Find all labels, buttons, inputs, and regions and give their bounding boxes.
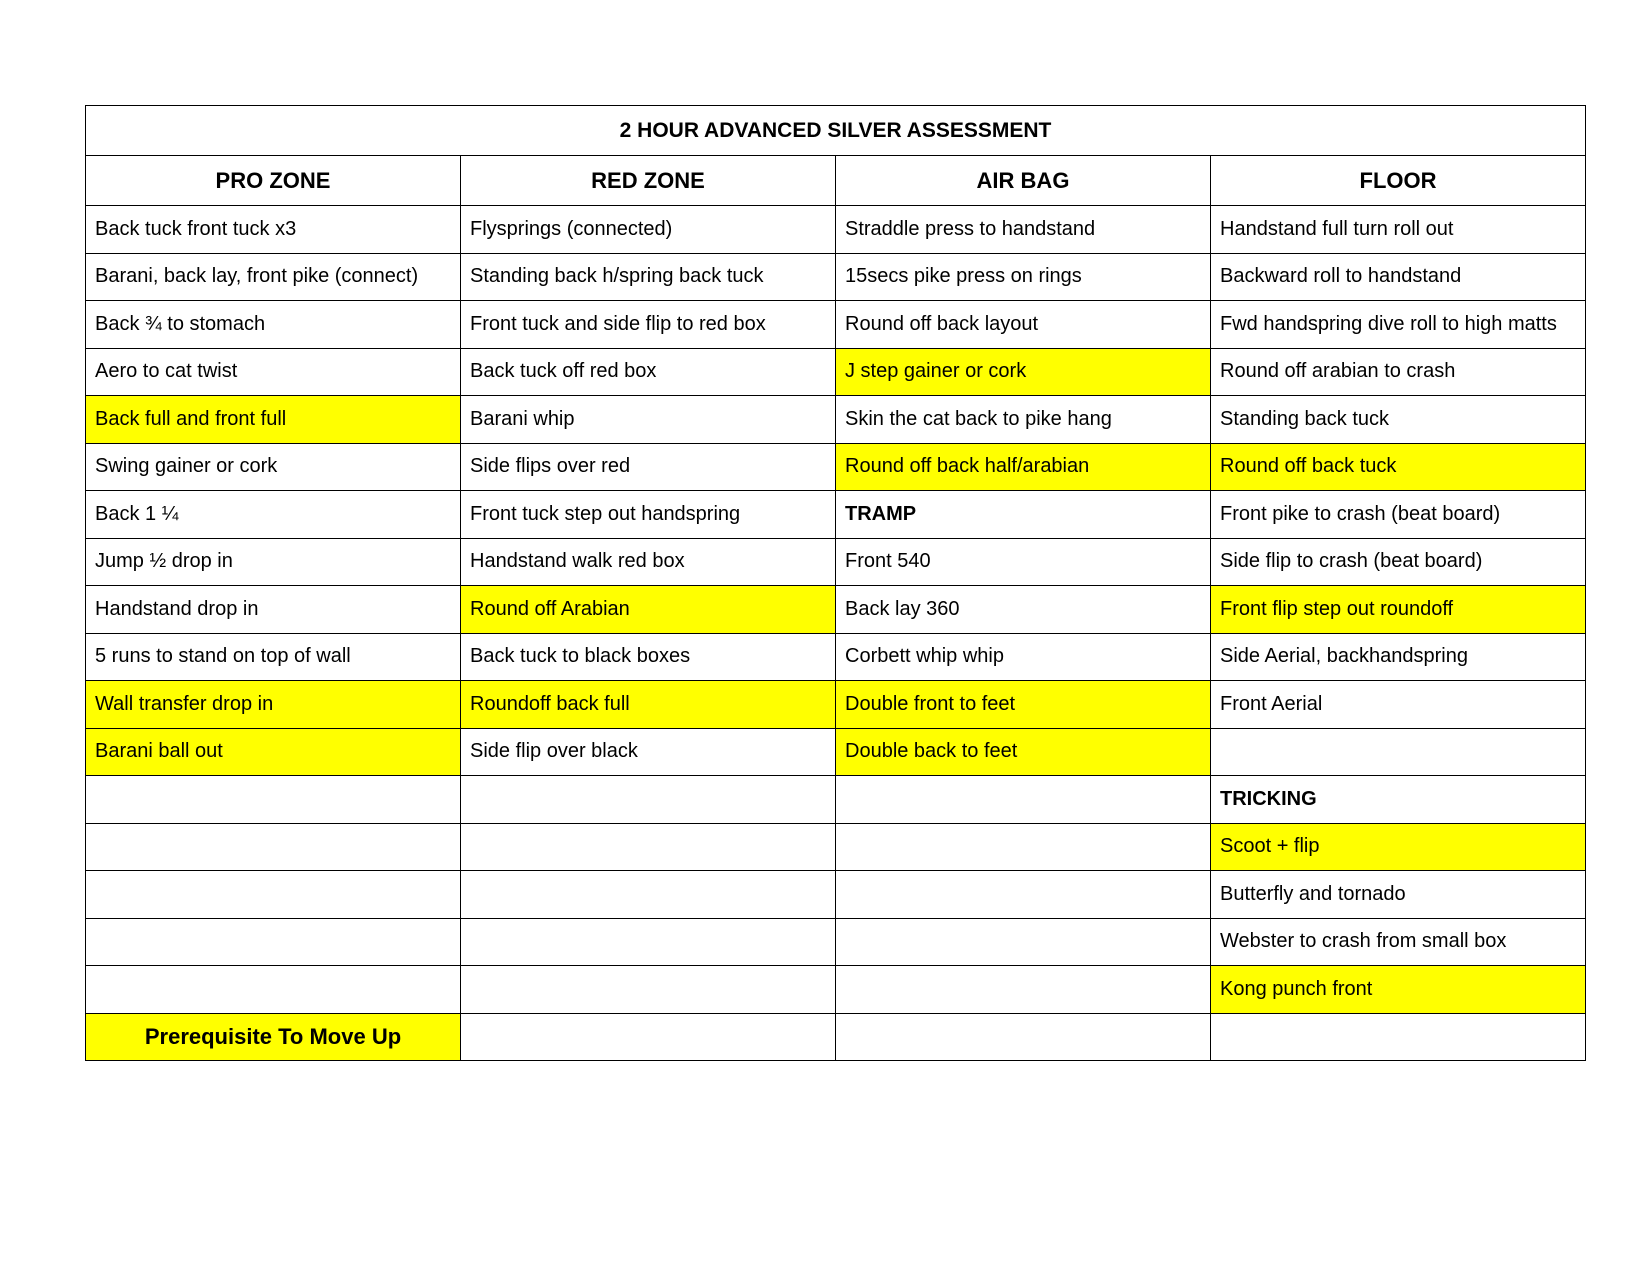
table-row	[86, 871, 1586, 919]
cell-pro-zone: Aero to cat twist	[86, 348, 461, 396]
assessment-table	[85, 105, 1586, 1061]
table-row	[86, 348, 1586, 396]
cell-pro-zone: Back ¾ to stomach	[86, 301, 461, 349]
cell-air-bag: Front 540	[836, 538, 1211, 586]
cell-floor: Round off back tuck	[1211, 443, 1586, 491]
table-row	[86, 396, 1586, 444]
cell-floor	[1211, 728, 1586, 776]
table-row	[86, 681, 1586, 729]
cell-air-bag	[836, 871, 1211, 919]
prerequisite-label: Prerequisite To Move Up	[86, 1013, 461, 1061]
cell-air-bag: Double front to feet	[836, 681, 1211, 729]
cell-pro-zone	[86, 966, 461, 1014]
cell-red-zone	[461, 823, 836, 871]
cell-red-zone: Barani whip	[461, 396, 836, 444]
table-row	[86, 206, 1586, 254]
cell-floor: Standing back tuck	[1211, 396, 1586, 444]
cell-red-zone: Side flip over black	[461, 728, 836, 776]
cell-red-zone: Front tuck and side flip to red box	[461, 301, 836, 349]
cell-floor: Front pike to crash (beat board)	[1211, 491, 1586, 539]
cell-red-zone: Front tuck step out handspring	[461, 491, 836, 539]
table-row	[86, 586, 1586, 634]
header-row	[86, 156, 1586, 206]
cell-pro-zone: Back 1 ¼	[86, 491, 461, 539]
cell-pro-zone: Jump ½ drop in	[86, 538, 461, 586]
column-header-pro-zone: PRO ZONE	[86, 156, 461, 206]
cell-air-bag: Round off back half/arabian	[836, 443, 1211, 491]
cell-air-bag	[836, 966, 1211, 1014]
cell-floor: Side flip to crash (beat board)	[1211, 538, 1586, 586]
column-header-red-zone: RED ZONE	[461, 156, 836, 206]
cell-red-zone: Roundoff back full	[461, 681, 836, 729]
cell-air-bag: 15secs pike press on rings	[836, 253, 1211, 301]
cell-red-zone	[461, 871, 836, 919]
cell-floor: Fwd handspring dive roll to high matts	[1211, 301, 1586, 349]
cell-pro-zone: 5 runs to stand on top of wall	[86, 633, 461, 681]
table-row	[86, 253, 1586, 301]
column-header-floor: FLOOR	[1211, 156, 1586, 206]
table-row	[86, 301, 1586, 349]
table-title: 2 HOUR ADVANCED SILVER ASSESSMENT	[86, 106, 1586, 156]
cell-pro-zone: Wall transfer drop in	[86, 681, 461, 729]
cell-floor: Round off arabian to crash	[1211, 348, 1586, 396]
cell-floor: Backward roll to handstand	[1211, 253, 1586, 301]
cell-red-zone	[461, 776, 836, 824]
cell-air-bag: Back lay 360	[836, 586, 1211, 634]
cell-red-zone: Side flips over red	[461, 443, 836, 491]
cell-air-bag: TRAMP	[836, 491, 1211, 539]
table-row	[86, 823, 1586, 871]
cell-floor: Butterfly and tornado	[1211, 871, 1586, 919]
cell-pro-zone	[86, 918, 461, 966]
cell-red-zone: Standing back h/spring back tuck	[461, 253, 836, 301]
cell-air-bag: Straddle press to handstand	[836, 206, 1211, 254]
cell-red-zone: Flysprings (connected)	[461, 206, 836, 254]
table-row	[86, 728, 1586, 776]
cell-pro-zone	[86, 823, 461, 871]
cell-red-zone	[461, 966, 836, 1014]
cell-air-bag: Corbett whip whip	[836, 633, 1211, 681]
cell-pro-zone	[86, 871, 461, 919]
cell-pro-zone: Back full and front full	[86, 396, 461, 444]
table-row	[86, 966, 1586, 1014]
cell-pro-zone: Back tuck front tuck x3	[86, 206, 461, 254]
table-row	[86, 776, 1586, 824]
cell-air-bag	[836, 1013, 1211, 1061]
cell-floor	[1211, 1013, 1586, 1061]
cell-air-bag: Round off back layout	[836, 301, 1211, 349]
table-row	[86, 918, 1586, 966]
cell-floor: Webster to crash from small box	[1211, 918, 1586, 966]
table-row	[86, 538, 1586, 586]
table-row	[86, 633, 1586, 681]
cell-floor: Front flip step out roundoff	[1211, 586, 1586, 634]
cell-pro-zone	[86, 776, 461, 824]
cell-red-zone: Back tuck to black boxes	[461, 633, 836, 681]
cell-pro-zone: Handstand drop in	[86, 586, 461, 634]
table-row	[86, 491, 1586, 539]
cell-red-zone: Round off Arabian	[461, 586, 836, 634]
cell-pro-zone: Swing gainer or cork	[86, 443, 461, 491]
table-row	[86, 1013, 1586, 1061]
cell-air-bag: J step gainer or cork	[836, 348, 1211, 396]
cell-red-zone: Back tuck off red box	[461, 348, 836, 396]
cell-air-bag	[836, 918, 1211, 966]
column-header-air-bag: AIR BAG	[836, 156, 1211, 206]
title-row	[86, 106, 1586, 156]
cell-red-zone	[461, 918, 836, 966]
cell-red-zone: Handstand walk red box	[461, 538, 836, 586]
cell-floor: Handstand full turn roll out	[1211, 206, 1586, 254]
cell-floor: Side Aerial, backhandspring	[1211, 633, 1586, 681]
cell-red-zone	[461, 1013, 836, 1061]
cell-floor: Scoot + flip	[1211, 823, 1586, 871]
table-row	[86, 443, 1586, 491]
cell-floor: Front Aerial	[1211, 681, 1586, 729]
cell-air-bag	[836, 823, 1211, 871]
cell-air-bag: Double back to feet	[836, 728, 1211, 776]
cell-floor: Kong punch front	[1211, 966, 1586, 1014]
cell-pro-zone: Barani, back lay, front pike (connect)	[86, 253, 461, 301]
cell-pro-zone: Barani ball out	[86, 728, 461, 776]
cell-air-bag: Skin the cat back to pike hang	[836, 396, 1211, 444]
cell-floor: TRICKING	[1211, 776, 1586, 824]
cell-air-bag	[836, 776, 1211, 824]
